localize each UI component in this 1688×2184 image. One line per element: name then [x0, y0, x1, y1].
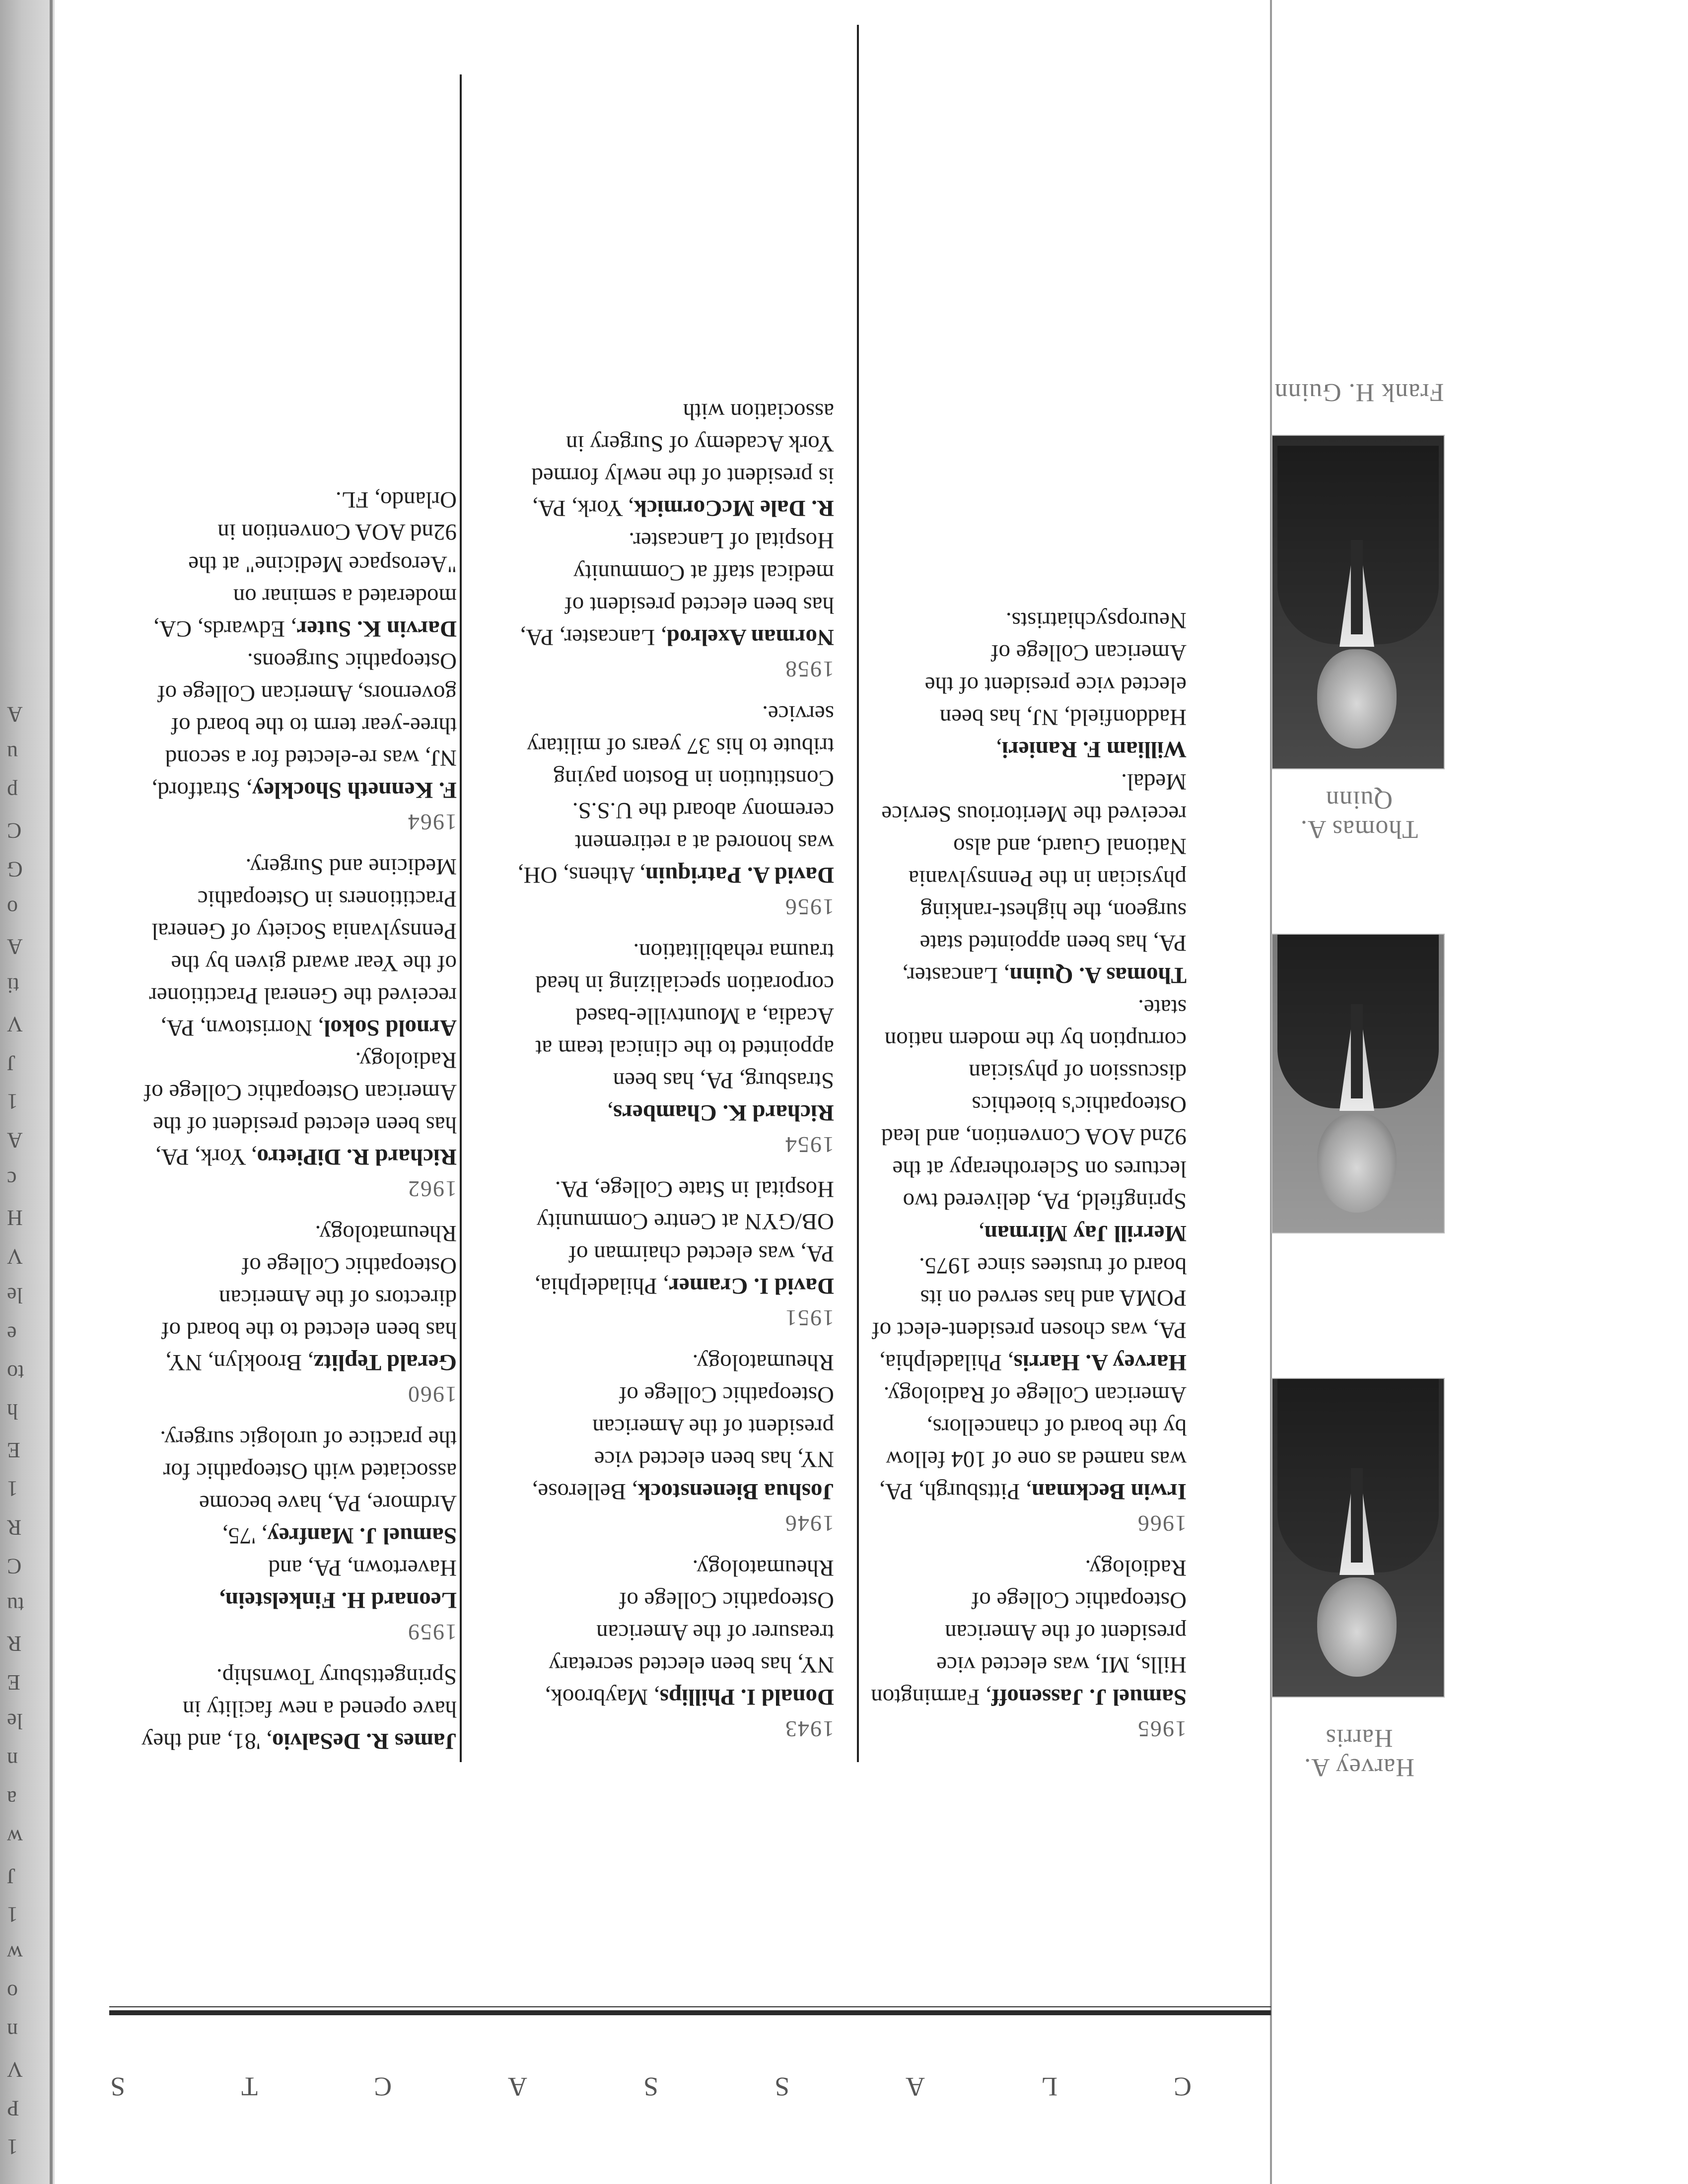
heading-letter: S	[109, 2072, 126, 2102]
class-year: 1946	[784, 1511, 834, 1536]
alumni-entry	[139, 483, 457, 645]
facing-page-fragment: 1	[7, 1903, 18, 1927]
alumni-entry	[516, 935, 834, 1129]
class-year: 1966	[1137, 1511, 1187, 1536]
alumni-name: William F. Ranieri	[1001, 737, 1187, 762]
alumni-entry-text: , Norristown, PA, received the General Practitioner of the Year award given by the Pennsylvania Society of General Practitioners in Osteopathic Medicine and Surgery.	[149, 854, 457, 1041]
alumni-name: Arnold Sokol	[324, 1015, 457, 1041]
facing-page-fragment: H	[7, 1206, 23, 1230]
alumni-entry-text: , Farmington Hills, MI, was elected vice president of the American Osteopathic College of Radiology.	[871, 1555, 1187, 1710]
facing-page-fragment: o	[7, 1980, 18, 2004]
alumni-name: David I. Cramer	[669, 1273, 834, 1299]
gutter-line	[50, 0, 53, 2184]
alumni-entry	[139, 645, 457, 806]
text-column-3	[869, 604, 1187, 1757]
alumni-entry-text: , Brooklyn, NY, has been elected to the board of directors of the American Osteopathic College of Rheumatology.	[161, 1221, 457, 1375]
facing-page-fragment: 1	[7, 2135, 18, 2159]
facing-page-fragment: c	[7, 1167, 17, 1191]
alumni-entry-text: , Philadelphia, PA, was elected chairman of OB/GYN at Centre Community Hospital in State College, PA.	[534, 1176, 834, 1299]
column-rule	[857, 25, 859, 1762]
alumni-entry	[516, 1346, 834, 1507]
alumni-entry	[516, 1552, 834, 1713]
portrait-tie	[1351, 1004, 1363, 1098]
facing-page-fragment: A	[7, 702, 23, 727]
class-year: 1951	[784, 1305, 834, 1331]
facing-page-fragment: V	[7, 1012, 23, 1036]
alumni-name: F. Kenneth Shockley	[252, 777, 457, 803]
alumni-entry	[139, 850, 457, 1044]
heading-letter: T	[240, 2072, 258, 2102]
alumni-entry	[139, 1217, 457, 1378]
alumni-name: Richard K. Chambers	[613, 1100, 834, 1126]
alumni-entry-text: , York, PA, is president of the newly formed York Academy of Surgery in association with	[531, 399, 834, 521]
alumni-entry	[139, 1660, 457, 1757]
facing-page-fragment: w	[7, 1825, 23, 1849]
portrait-head	[1317, 1113, 1397, 1213]
class-year: 1965	[1137, 1716, 1187, 1742]
alumni-entry	[869, 1378, 1187, 1507]
facing-page-fragment: R	[7, 1632, 22, 1656]
alumni-entry-text: , Springfield, PA, delivered two lectures on Sclerotherapy at the 92nd AOA Convention, and lead Osteopathic's bioethics discussion of physician corruption by the modern nation state.	[881, 995, 1187, 1246]
alumni-entry-text: , Pittsburgh, PA, was named as one of 104 fellow by the board of chancellors, American College of Radiology.	[879, 1382, 1187, 1504]
alumni-entry-text: , Haddonfield, NJ, has been elected vice president of the American College of Neuropsychiatrists.	[924, 608, 1187, 762]
alumni-entry-text: , Stratford, NJ, was re-elected for a second three-year term to the board of governors, American College of Osteopathic Surgeons.	[151, 648, 457, 803]
facing-page-fragment: E	[7, 1670, 20, 1695]
alumni-entry	[869, 604, 1187, 765]
facing-page-fragment: R	[7, 1515, 22, 1540]
alumni-name: Norman Axelrod	[666, 624, 834, 650]
alumni-name: Darvin K. Suter	[296, 616, 457, 642]
alumni-entry-text: , '81, and they have opened a new facility in Springettsbury Township.	[141, 1664, 457, 1754]
heading-letter: S	[774, 2072, 790, 2102]
facing-page-fragment: V	[7, 2057, 23, 2082]
alumni-entry-text: , Maybrook, NY, has been elected secretary treasurer of the American Osteopathic College of Rheumatology.	[545, 1555, 834, 1710]
facing-page-fragment: u	[7, 741, 18, 765]
facing-page-fragment: J	[7, 1864, 16, 1888]
alumni-name: Samuel J. Manfrey	[267, 1523, 457, 1549]
alumni-entry	[516, 697, 834, 891]
top-rule	[109, 2010, 1271, 2015]
heading-letter: C	[1172, 2072, 1192, 2102]
alumni-entry	[139, 1552, 457, 1616]
alumni-name: Thomas A. Quinn	[1009, 962, 1187, 988]
alumni-entry-text: , Strasburg, PA, has been appointed to the clinical team at Acadia, a Mountville-based corporation specializing in head trauma rehabilitation.	[535, 939, 834, 1126]
class-year: 1964	[407, 810, 457, 835]
alumni-name: Irwin Beckman	[1031, 1479, 1187, 1504]
facing-page-fragment: 1	[7, 1090, 18, 1114]
alumni-entry	[516, 395, 834, 524]
heading-letter: C	[373, 2072, 392, 2102]
facing-page-fragment: A	[7, 935, 23, 959]
facing-page-fragment: V	[7, 1244, 23, 1269]
facing-page-fragment: E	[7, 1438, 20, 1462]
facing-page-fragment: C	[7, 1554, 22, 1578]
text-column-2	[139, 483, 457, 1757]
class-acts-heading	[79, 2062, 1261, 2102]
class-year: 1959	[407, 1620, 457, 1645]
alumni-entry	[869, 1552, 1187, 1713]
portrait-head	[1317, 1577, 1397, 1677]
alumni-name: Gerald Teplitz	[313, 1350, 457, 1375]
alumni-entry-text: , Lancaster, PA, has been appointed state surgeon, the highest-ranking physician in the Pennsylvania National Guard, and also received the Meritorious Service Medal.	[881, 769, 1187, 988]
alumni-entry	[869, 1249, 1187, 1378]
facing-page-fragment: tu	[7, 1593, 24, 1617]
facing-page-fragment: C	[7, 819, 22, 843]
alumni-name: Samuel J. Jassenoff	[991, 1684, 1187, 1710]
portrait-photo-quinn	[1271, 934, 1445, 1233]
class-year: 1956	[784, 894, 834, 920]
alumni-entry-text: , Bellerose, NY, has been elected vice president of the American Osteopathic College of Rheumatology.	[532, 1350, 834, 1504]
class-year: 1958	[784, 657, 834, 682]
facing-page-fragment: n	[7, 2019, 18, 2043]
portrait-tie	[1351, 1468, 1363, 1563]
alumni-name: Donald I. Phillips	[659, 1684, 834, 1710]
heading-letter: A	[905, 2072, 925, 2102]
facing-page-fragment: h	[7, 1399, 18, 1424]
alumni-name: Harvey A. Harris	[1013, 1350, 1187, 1375]
class-year: 1954	[784, 1132, 834, 1158]
alumni-entry-text: , Lancaster, PA, has been elected president of medical staff at Community Hospital of Lancaster.	[520, 528, 834, 650]
facing-page-fragment: p	[7, 780, 18, 804]
facing-page-fragment: P	[7, 2096, 19, 2120]
facing-page-fragment: le	[7, 1283, 23, 1307]
top-rule-thin	[109, 2006, 1271, 2007]
alumni-name: James R. DeSalvio	[272, 1728, 457, 1754]
facing-page-fragment: le	[7, 1709, 23, 1733]
portrait-head	[1317, 649, 1397, 749]
facing-page-fragment: to	[7, 1361, 24, 1385]
alumni-entry-text: , Philadelphia, PA, was chosen president-elect of POMA and has served on its board of trustees since 1975.	[872, 1253, 1187, 1375]
class-year: 1962	[407, 1176, 457, 1202]
facing-page-fragment: J	[7, 1051, 16, 1075]
alumni-entry	[139, 1044, 457, 1173]
alumni-entry-text: , Athens, OH, was honored at a retirement ceremony aboard the U.S.S. Constitution in Boston paying tribute to his 37 years of military service.	[517, 701, 834, 888]
facing-page-fragment: n	[7, 1748, 18, 1772]
photo-caption-guinn: Frank H. Guinn	[1274, 378, 1444, 407]
facing-page-fragment: A	[7, 1128, 23, 1153]
facing-page-fragment: 1	[7, 1477, 18, 1501]
facing-page-fragment: G	[7, 857, 23, 882]
column-rule	[460, 74, 462, 1762]
class-year: 1960	[407, 1382, 457, 1407]
alumni-name: Leonard H. Finkelstein,	[219, 1587, 457, 1613]
photo-caption-quinn: Thomas A. Quinn	[1300, 786, 1418, 843]
alumni-entry	[869, 765, 1187, 991]
facing-page-fragment: a	[7, 1786, 17, 1811]
portrait-photo-guinn	[1271, 435, 1445, 769]
alumni-name: Joshua Bienenstock	[637, 1479, 834, 1504]
alumni-entry	[516, 524, 834, 653]
photo-caption-harris: Harvey A. Harris	[1304, 1724, 1414, 1781]
heading-letter: S	[642, 2072, 659, 2102]
alumni-entry	[139, 1423, 457, 1552]
alumni-entry-text: , York, PA, has been elected president of the American Osteopathic College of Radiology.	[143, 1047, 457, 1170]
facing-page-fragment: e	[7, 1322, 17, 1346]
alumni-name: R. Dale McCormick	[633, 495, 834, 521]
alumni-name: David A. Patriquin	[645, 862, 834, 888]
facing-page-fragment: ti	[7, 973, 19, 998]
alumni-entry-text: , Edwards, CA, moderated a seminar on "Aerospace Medicine" at the 92nd AOA Convention in Orlando, FL.	[153, 487, 457, 642]
portrait-photo-harris	[1271, 1378, 1445, 1698]
alumni-entry	[516, 1173, 834, 1302]
portrait-tie	[1351, 540, 1363, 634]
heading-letter: L	[1040, 2072, 1057, 2102]
class-year: 1943	[784, 1716, 834, 1742]
alumni-entry	[869, 991, 1187, 1249]
facing-page-fragment: w	[7, 1941, 23, 1966]
alumni-name: Merrill Jay Mirman	[984, 1221, 1187, 1246]
facing-page-fragment: o	[7, 896, 18, 920]
alumni-name: Richard R. DiPietro	[257, 1144, 457, 1170]
text-column-1	[516, 395, 834, 1757]
alumni-entry-text: , '75, Ardmore, PA, have become associated with Osteopathic for the practice of urologic surgery.	[160, 1426, 457, 1549]
heading-letter: A	[507, 2072, 528, 2102]
alumni-entry-text: Havertown, PA, and	[268, 1555, 457, 1581]
